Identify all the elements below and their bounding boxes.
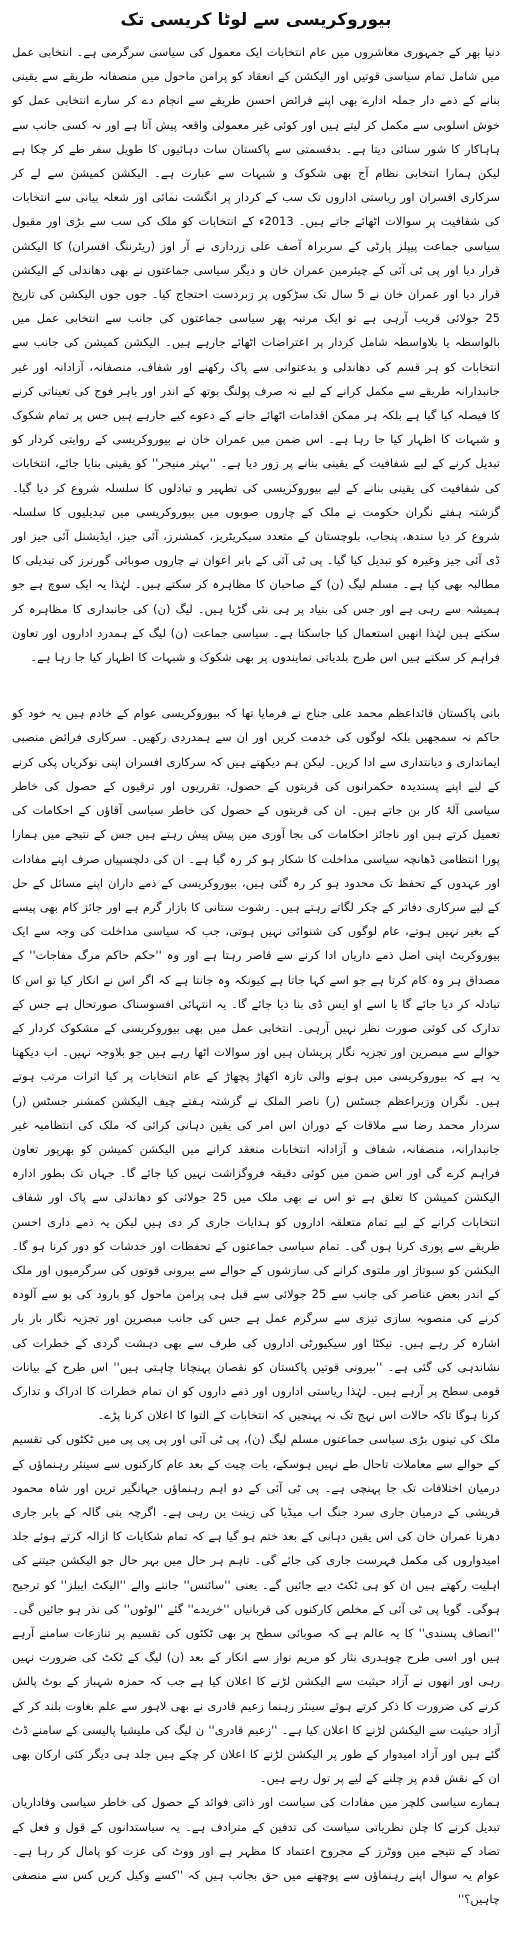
section-break [12, 669, 500, 701]
article-body [12, 40, 500, 1911]
article-paragraph-1: دنیا بھر کے جمہوری معاشروں میں عام انتخابات ایک معمول کی سیاسی سرگرمی ہے۔ انتخابی عمل میں شامل تمام سیاسی قوتیں اور الیکشن کے انعقاد کو پرامن ماحول میں منصفانہ طریقے سے یقینی بنانے کے ذمے دار جملہ ادارے بھی اپنے فرائض احسن طریقے سے انجام دے کر سارے انتخابی عمل کو خوش اسلوبی سے مکمل کر لیتے ہیں اور کوئی غیر معمولی واقعہ پیش آتا ہے اور نہ کسی جانب سے ہاہاکار کا شور سنائی دیتا ہے۔ بدقسمتی سے پاکستان سات دہائیوں کا طویل سفر طے کر چکا ہے لیکن ہمارا انتخابی نظام آج بھی شکوک و شبہات سے عبارت ہے۔ الیکشن کمیشن سے لے کر سرکاری افسران اور ریاستی اداروں تک سب کے کردار پر انگشت نمائی اور شعلہ بیانی سے انتخابات کی شفافیت پر سوالات اٹھائے جاتے ہیں۔ 2013ء کے انتخابات کو ملک کی سب سے بڑی اور مقبول سیاسی جماعت پیپلز پارٹی کے سربراہ آصف علی زرداری نے آر اوز (ریٹرننگ افسران) کا الیکشن قرار دیا اور پی ٹی آئی کے چیئرمین عمران خان و دیگر سیاسی جماعتوں نے بھی دھاندلی کے الیکشن قرار دیا اور عمران خان نے 5 سال تک سڑکوں پر زبردست احتجاج کیا۔ جوں جوں الیکشن کی تاریخ 25 جولائی قریب آرہی ہے تو ایک مرتبہ پھر سیاسی جماعتوں کی جانب سے انتخابی عمل میں بالواسطہ یا بلاواسطہ شامل کردار پر اعتراضات اٹھائے جارہے ہیں۔ الیکشن کمیشن کی جانب سے انتخابات کو ہر قسم کی دھاندلی و بدعنوانی سے پاک رکھنے اور شفاف، منصفانہ، آزادانہ اور غیر جانبدارانہ طریقے سے مکمل کرانے کے لیے نہ صرف پولنگ بوتھ کے اندر اور باہر فوج کی تعیناتی کرنے کا فیصلہ کیا گیا ہے بلکہ ہر ممکن اقدامات اٹھائے جانے کے دعوے کیے جارہے ہیں جس پر تمام شکوک و شبہات کا اظہار کیا جا رہا ہے۔ اس ضمن میں عمران خان نے بیوروکریسی کے روایتی کردار کو تبدیل کرنے کے لیے شفافیت کے یقینی بنانے پر زور دیا ہے۔ ''بہتر منیجر'' کو یقینی بنایا جائے، انتخابات کی شفافیت کی یقینی بنانے کے لیے بیوروکریسی کی تطہیر و تبادلوں کا سلسلہ شروع کر دیا گیا۔ گزشتہ ہفتے نگران حکومت نے ملک کے چاروں صوبوں میں بیوروکریسی میں تبدیلیوں کا سلسلہ شروع کر دیا سندھ، پنجاب، بلوچستان کے متعدد سیکریٹریز، کمشنرز، آئی جیز، ایڈیشنل آئی جیز اور ڈی آئی جیز وغیرہ کو تبدیل کیا گیا۔ پی ٹی آئی کے بابر اعوان نے چاروں صوبائی گورنرز کی تبدیلی کا مطالبہ بھی کیا ہے۔ مسلم لیگ (ن) کے صاحبان کا مظاہرہ کر سکتے ہیں۔ لہٰذا یہ ایک سوچ ہے جو ہمیشہ سے رہی ہے اور جس کی بنیاد پر ہی نئی گڑیا ہیں۔ لیگ (ن) کی جانبداری کا مظاہرہ کر سکتے ہیں لہٰذا انھیں استعمال کیا جاسکتا ہے۔ سیاسی جماعت (ن) لیگ کے ہمدرد اداروں اور تعاون فراہم کر سکتے ہیں اس طرح بلدیاتی نمایندوں پر بھی شکوک و شبہات کا اظہار کیا جا رہا ہے۔ [12, 45, 500, 665]
article-paragraph-2: بانی پاکستان قائداعظم محمد علی جناح نے فرمایا تھا کہ بیوروکریسی عوام کے خادم ہیں یہ خود کو حاکم نہ سمجھیں بلکہ لوگوں کی خدمت کریں اور ان سے ہمدردی رکھیں۔ سرکاری فرائض منصبی ایمانداری و دیانتداری سے ادا کریں۔ لیکن ہم دیکھتے ہیں کہ سرکاری افسران اپنی نوکریاں پکی کرنے کے لیے اپنے پسندیدہ حکمرانوں کی قربتوں کے حصول، تقرریوں اور ترقیوں کے حصول کی خاطر سیاسی آلۂ کار بن جاتے ہیں۔ ان کی قربتوں کے حصول کی خاطر سیاسی آقاؤں کے احکامات کی تعمیل کرتے ہیں اور ناجائز احکامات کی بجا آوری میں پیش پیش رہتے ہیں جس کے نتیجے میں ہمارا پورا انتظامی ڈھانچہ سیاسی مداخلت کا شکار ہو کر رہ گیا ہے۔ ان کی دلچسپیاں صرف اپنے مفادات اور عہدوں کے تحفظ تک محدود ہو کر رہ گئی ہیں، بیوروکریسی کے ذمے داران اپنے مسائل کے حل کے لیے سرکاری دفاتر کے چکر لگاتے رہتے ہیں۔ رشوت ستانی کا بازار گرم ہے اور جائز کام بھی پیسے کے بغیر نہیں ہوتے، عام لوگوں کی شنوائی نہیں ہوتی، جب کہ سیاسی مداخلت کی وجہ سے ایک بیوروکریٹ اپنی اصل ذمے داریاں ادا کرنے سے قاصر رہتا ہے اور وہ ''حکم حاکم مرگ مفاجات'' کے مصداق ہر وہ کام کرتا ہے جو اسے کہا جاتا ہے کیونکہ وہ جانتا ہے کہ اگر اس نے انکار کیا تو اس کا تبادلہ کر دیا جائے گا یا اسے او ایس ڈی بنا دیا جائے گا۔ یہ انتہائی افسوسناک صورتحال ہے جس کے تدارک کی کوئی صورت نظر نہیں آرہی۔ انتخابی عمل میں بھی بیوروکریسی کے مشکوک کردار کے حوالے سے مبصرین اور تجزیہ نگار پریشان ہیں اور سوالات اٹھا رہے ہیں جو بلاوجہ نہیں۔ اب دیکھنا یہ ہے کہ بیوروکریسی میں ہونے والی تازہ اکھاڑ پچھاڑ کے عام انتخابات پر کیا اثرات مرتب ہوتے ہیں۔ نگران وزیراعظم جسٹس (ر) ناصر الملک نے گزشتہ ہفتے چیف الیکشن کمشنر جسٹس (ر) سردار محمد رضا سے ملاقات کے دوران اس امر کی یقین دہانی کرائی کہ ملک کی انتظامیہ غیر جانبدارانہ، منصفانہ، شفاف و آزادانہ انتخابات منعقد کرانے میں الیکشن کمیشن کو بھرپور تعاون فراہم کرے گی اور اس ضمن میں کوئی دقیقہ فروگزاشت نہیں کیا جائے گا۔ جہاں تک بطور ادارہ الیکشن کمیشن کا تعلق ہے تو اس نے بھی ملک میں 25 جولائی کو دھاندلی سے پاک اور شفاف انتخابات کرانے کے لیے تمام متعلقہ اداروں کو ہدایات جاری کر دی ہیں لیکن یہ ذمے داری احسن طریقے سے پوری کرنا ہوں گی۔ تمام سیاسی جماعتوں کے تحفظات اور خدشات کو دور کرنا ہو گا۔ الیکشن کو سبوتاژ اور ملتوی کرانے کی سازشوں کے حوالے سے بیرونی قوتوں کی سرگرمیوں اور ملک کے اندر بعض عناصر کی جانب سے 25 جولائی سے قبل ہی پرامن ماحول کو بارود کی بو سے آلودہ کرنے کی منصوبہ سازی تیزی سے سرگرم عمل ہے جس کی جانب مبصرین اور تجزیہ نگار بار بار اشارہ کر رہے ہیں۔ نیکٹا اور سیکیورٹی اداروں کی طرف سے بھی دہشت گردی کے خطرات کی نشاندہی کی گئی ہے۔ ''بیرونی قوتیں پاکستان کو نقصان پہنچانا چاہتی ہیں'' اس طرح کے بیانات قومی سطح پر آرہے ہیں۔ لہٰذا ریاستی اداروں اور ذمے داروں کو ان تمام خطرات کا ادراک و تدارک کرنا ہوگا تاکہ حالات اس نہج تک نہ پہنچیں کہ انتخابات کے التوا کا اعلان کرنا پڑے۔ [12, 706, 501, 1423]
article-paragraph-4: ہمارے سیاسی کلچر میں مفادات کی سیاست اور ذاتی فوائد کے حصول کی خاطر سیاسی وفاداریاں تبدیل کرنے کا چلن نظریاتی سیاست کی تدفین کے مترادف ہے۔ یہ سیاستدانوں کے قول و فعل کے تضاد کے نتیجے میں ووٹرز کے مجروح اعتماد کا مظہر ہے اور ووٹ کی عزت کو پامال کر رہا ہے۔ عوام یہ سوال اپنے رہنماؤں سے پوچھنے میں حق بجانب ہیں کہ ''کسے وکیل کریں کس سے منصفی چاہیں؟'' [12, 1795, 500, 1907]
article-headline: بیوروکریسی سے لوٹا کریسی تک [120, 10, 392, 30]
article-paragraph-3: ملک کی تینوں بڑی سیاسی جماعتوں مسلم لیگ (ن)، پی ٹی آئی اور پی پی پی میں ٹکٹوں کی تقسیم کے حوالے سے معاملات تاحال طے نہیں ہوسکے، بات چیت کے بعد عام کارکنوں سے سینئر رہنماؤں کے درمیان اختلافات تک جا پہنچی ہے۔ پی ٹی آئی کے دو اہم رہنماؤں جہانگیر ترین اور شاہ محمود قریشی کے درمیان جاری سرد جنگ اب میڈیا کی زینت بن رہی ہے۔ اگرچہ بنی گالہ کے بابر جاری دھرنا عمران خان کی اس یقین دہانی کے بعد ختم ہو گیا ہے کہ تمام شکایات کا ازالہ کرتے ہوئے جلد امیدواروں کی مکمل فہرست جاری کی جائے گی۔ تاہم ہر حال میں بہر حال جو الیکشن جیتنے کی اہلیت رکھتے ہیں ان کو ہی ٹکٹ دیے جائیں گے۔ یعنی ''سائنس'' جاننے والے ''الیکٹ ایبلز'' کو ترجیح ہوگی۔ گویا پی ٹی آئی کے مخلص کارکنوں کی قربانیاں ''خریدے'' گئے ''لوٹوں'' کی نذر ہو جائیں گی۔ ''انصاف پسندی'' کا یہ عالم ہے کہ صوبائی سطح پر بھی ٹکٹوں کی تقسیم پر تنازعات سامنے آرہے ہیں اور اسی طرح چوہدری نثار کو مریم نواز سے انکار کے بعد (ن) لیگ کے ٹکٹ کی ضرورت نہیں رہی اور انھوں نے آزاد حیثیت سے الیکشن لڑنے کا اعلان کیا ہے جب کہ حمزہ شہباز کے بوٹ پالش کرنے کی ضرورت کا ذکر کرتے ہوئے سینئر رہنما زعیم قادری نے بھی لاہور سے علم بغاوت بلند کر کے آزاد حیثیت سے الیکشن لڑنے کا اعلان کیا ہے۔ ''زعیم قادری'' ن لیگ کی ملیشیا پالیسی کے سامنے ڈٹ گئے ہیں اور آزاد امیدوار کے طور پر الیکشن لڑنے کا اعلان کر چکے ہیں جلد ہی دیگر کئی ارکان بھی ان کے نقش قدم پر چلنے کے لیے پر تول رہے ہیں۔ [12, 1432, 500, 1786]
